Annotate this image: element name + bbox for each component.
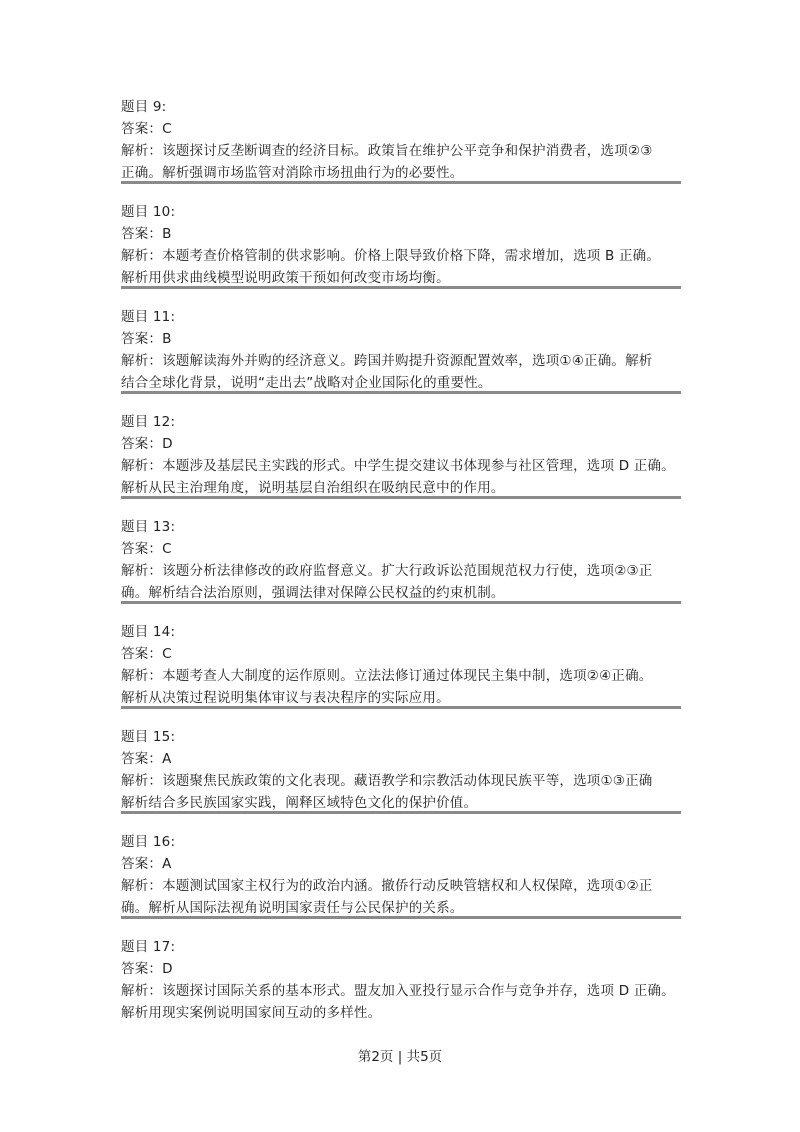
question-title: 题目 16: [121, 834, 176, 850]
question-analysis-line: 解析结合多民族国家实践，阐释区域特色文化的保护价值。 [121, 795, 478, 811]
question-answer: 答案：D [121, 436, 173, 452]
section-divider [121, 811, 681, 814]
section-divider [121, 916, 681, 919]
question-title: 题目 15: [121, 729, 176, 745]
page-footer: 第2页 | 共5页 [357, 1049, 443, 1065]
question-analysis-line: 解析：本题考查价格管制的供求影响。价格上限导致价格下降，需求增加，选项 B 正确。 [121, 248, 661, 264]
question-answer: 答案：B [121, 331, 172, 347]
question-title: 题目 17: [121, 939, 176, 955]
question-analysis-line: 结合全球化背景，说明“走出去”战略对企业国际化的重要性。 [121, 375, 492, 391]
question-answer: 答案：B [121, 226, 172, 242]
section-divider [121, 286, 681, 289]
question-block-13 [121, 516, 681, 604]
question-analysis-line: 确。解析结合法治原则，强调法律对保障公民权益的约束机制。 [121, 585, 505, 601]
question-block-15 [121, 726, 681, 814]
question-analysis-line: 解析用供求曲线模型说明政策干预如何改变市场均衡。 [121, 270, 450, 286]
section-divider [121, 706, 681, 709]
question-analysis-line: 解析从决策过程说明集体审议与表决程序的实际应用。 [121, 690, 450, 706]
question-title: 题目 12: [121, 414, 176, 430]
question-block-14 [121, 621, 681, 709]
question-analysis-line: 解析从民主治理角度，说明基层自治组织在吸纳民意中的作用。 [121, 480, 505, 496]
question-title: 题目 13: [121, 519, 176, 535]
question-answer: 答案：A [121, 751, 172, 767]
question-analysis-line: 解析：该题解读海外并购的经济意义。跨国并购提升资源配置效率，选项①④正确。解析 [121, 353, 653, 369]
question-title: 题目 14: [121, 624, 176, 640]
question-analysis-line: 解析：该题探讨反垄断调查的经济目标。政策旨在维护公平竞争和保护消费者，选项②③ [121, 143, 653, 159]
question-answer: 答案：C [121, 121, 172, 137]
question-analysis-line: 解析：该题分析法律修改的政府监督意义。扩大行政诉讼范围规范权力行使，选项②③正 [121, 563, 653, 579]
question-title: 题目 9: [121, 99, 167, 115]
section-divider [121, 391, 681, 394]
question-block-12 [121, 411, 681, 499]
question-answer: 答案：C [121, 646, 172, 662]
question-answer: 答案：D [121, 961, 173, 977]
question-answer: 答案：C [121, 541, 172, 557]
section-divider [121, 181, 681, 184]
question-analysis-line: 解析：该题聚焦民族政策的文化表现。藏语教学和宗教活动体现民族平等，选项①③正确 [121, 773, 653, 789]
question-analysis-line: 解析：本题考查人大制度的运作原则。立法法修订通过体现民主集中制，选项②④正确。 [121, 668, 653, 684]
question-block-9 [121, 96, 681, 184]
question-block-17 [121, 936, 681, 1024]
question-block-11 [121, 306, 681, 394]
question-analysis-line: 解析用现实案例说明国家间互动的多样性。 [121, 1005, 382, 1021]
question-analysis-line: 解析：本题涉及基层民主实践的形式。中学生提交建议书体现参与社区管理，选项 D 正确。 [121, 458, 675, 474]
question-answer: 答案：A [121, 856, 172, 872]
question-title: 题目 11: [121, 309, 176, 325]
question-block-10 [121, 201, 681, 289]
question-analysis-line: 解析：该题探讨国际关系的基本形式。盟友加入亚投行显示合作与竞争并存，选项 D 正确。 [121, 983, 675, 999]
question-analysis-line: 解析：本题测试国家主权行为的政治内涵。撤侨行动反映管辖权和人权保障，选项①②正 [121, 878, 653, 894]
question-analysis-line: 正确。解析强调市场监管对消除市场扭曲行为的必要性。 [121, 165, 464, 181]
question-analysis-line: 确。解析从国际法视角说明国家责任与公民保护的关系。 [121, 900, 464, 916]
section-divider [121, 496, 681, 499]
question-title: 题目 10: [121, 204, 176, 220]
section-divider [121, 601, 681, 604]
question-block-16 [121, 831, 681, 919]
